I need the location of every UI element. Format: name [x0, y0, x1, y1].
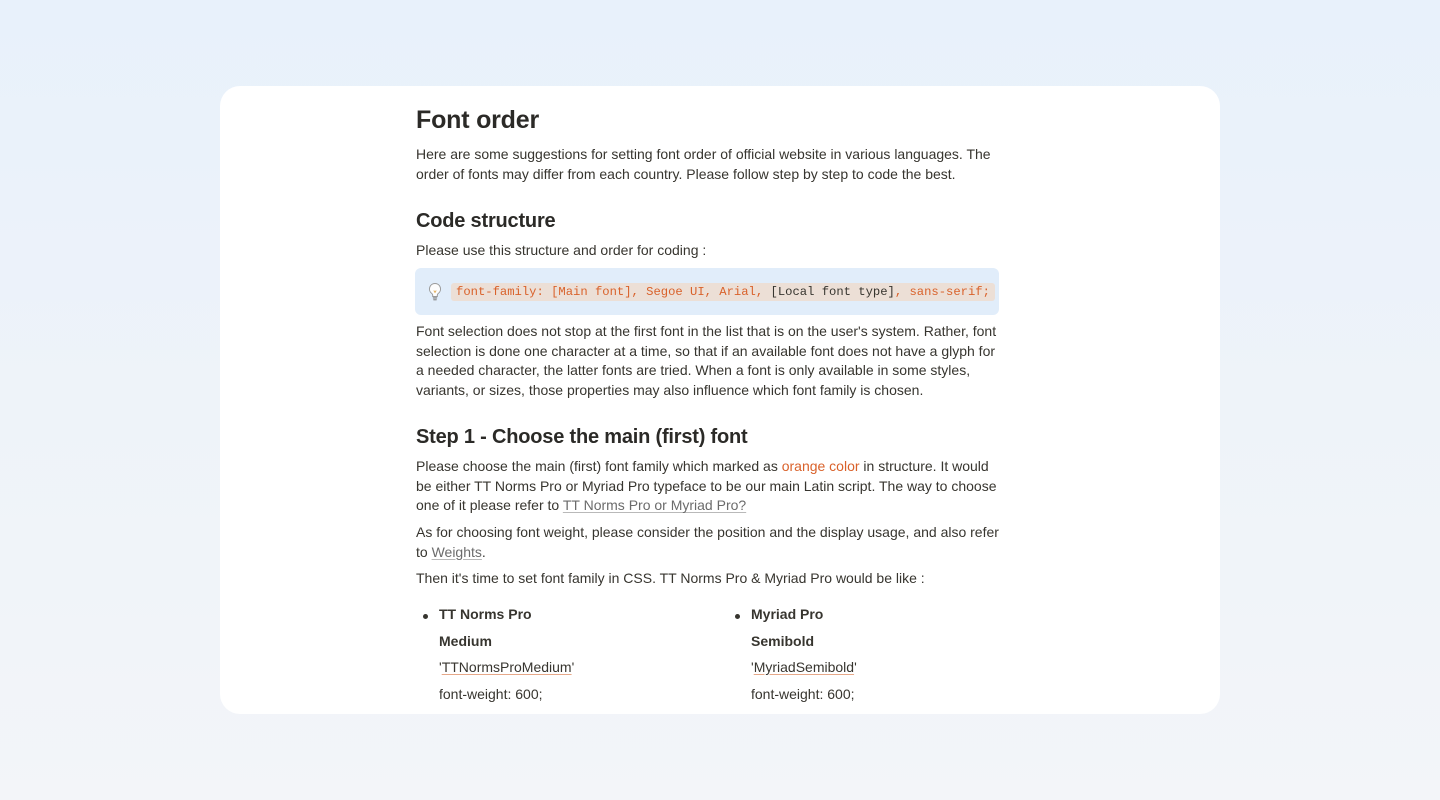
- weights-link[interactable]: Weights: [431, 543, 482, 560]
- font-weight-name: Medium: [439, 633, 492, 649]
- font-selection-paragraph: Font selection does not stop at the first font in the list that is on the user's system. Rather, font selection is done one character at a time, so that if an available font does not have a glyph for a needed character, the latter fonts are tried. When a font is only available in some styles, variants, or sizes, those properties may also influence which font family is chosen.: [416, 323, 997, 399]
- lightbulb-icon: [427, 282, 443, 302]
- step1-paragraph-2: [416, 523, 1006, 562]
- font-family-link[interactable]: MyriadSemibold: [753, 659, 855, 675]
- quote: ': [439, 659, 442, 675]
- section-title-code-structure: Code structure: [416, 210, 556, 232]
- section-title-step1: Step 1 - Choose the main (first) font: [416, 426, 748, 448]
- font-family-name: [439, 659, 574, 675]
- code-structure-lead: Please use this structure and order for coding :: [416, 242, 707, 258]
- step1-text: in structure. It would be either TT Norms Pro or Myriad Pro typeface to be our main Latin script. The way to choose one of it please refer to: [416, 458, 997, 514]
- step1-text: As for choosing font weight, please consider the position and the display usage, and also refer to: [416, 524, 999, 560]
- font-name: Myriad Pro: [751, 606, 824, 622]
- font-weight-name: Semibold: [751, 633, 815, 649]
- code-part-main: font-family: [Main font], Segoe UI, Arial,: [456, 284, 771, 299]
- bullet: [735, 614, 740, 619]
- step1-text: Please choose the main (first) font family which marked as: [416, 458, 782, 474]
- intro-paragraph: Here are some suggestions for setting font order of official website in various languages. The order of fonts may differ from each country. Please follow step by step to code the best.: [416, 146, 991, 182]
- step1-paragraph-3: Then it's time to set font family in CSS. TT Norms Pro & Myriad Pro would be like :: [416, 570, 925, 586]
- code-callout: [415, 268, 999, 315]
- font-family-name: [751, 659, 857, 675]
- quote: ': [751, 659, 754, 675]
- step1-paragraph-1: [416, 457, 1006, 516]
- code-part-fallback: , sans-serif;: [894, 284, 990, 299]
- code-snippet: [451, 283, 995, 301]
- orange-color-highlight: orange color: [781, 458, 860, 474]
- quote: ': [571, 659, 575, 675]
- tt-norms-or-myriad-link[interactable]: TT Norms Pro or Myriad Pro?: [562, 497, 747, 514]
- step1-text: .: [481, 543, 486, 560]
- font-family-link[interactable]: TTNormsProMedium: [441, 659, 572, 675]
- font-name: TT Norms Pro: [439, 606, 532, 622]
- font-weight-css: font-weight: 600;: [751, 686, 855, 702]
- quote: ': [854, 659, 857, 675]
- code-part-local: [Local font type]: [770, 284, 895, 299]
- bullet: [423, 614, 428, 619]
- page-title: Font order: [416, 106, 539, 134]
- document-card: [220, 86, 1220, 714]
- font-weight-css: font-weight: 600;: [439, 686, 543, 702]
